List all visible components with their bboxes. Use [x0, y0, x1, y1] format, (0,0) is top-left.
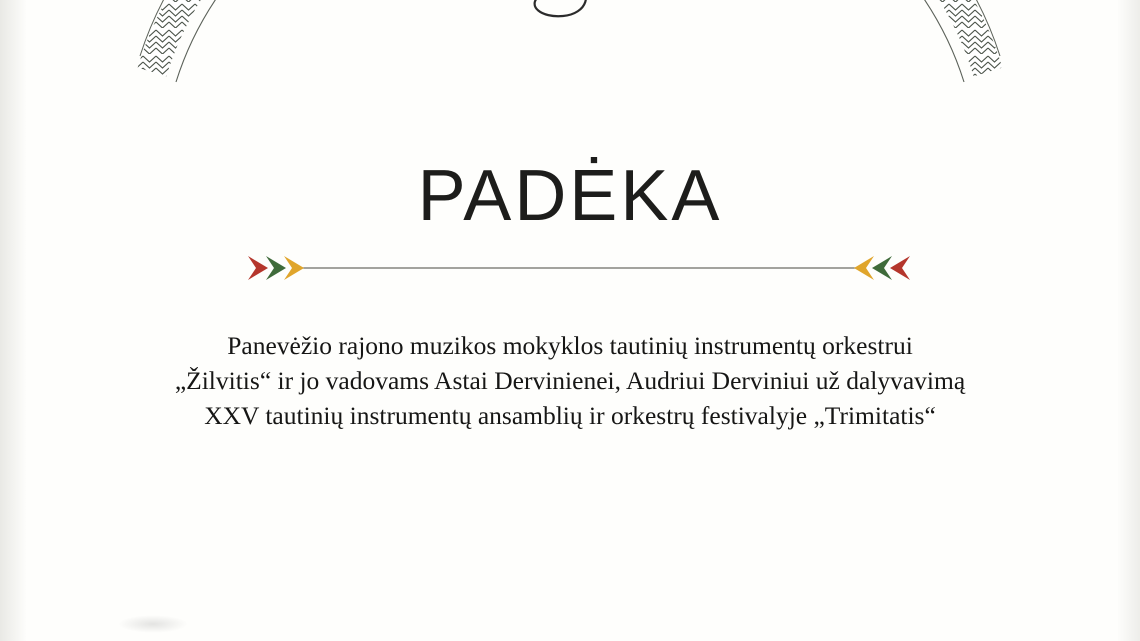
certificate-body-text: [120, 328, 1020, 434]
body-line-1: Panevėžio rajono muzikos mokyklos tautinių instrumentų orkestrui: [227, 331, 913, 360]
body-line-2: „Žilvitis“ ir jo vadovams Astai Dervinienei, Audriui Derviniui už dalyvavimą: [174, 366, 966, 396]
page-title: PADĖKA: [417, 156, 723, 236]
body-line-3: XXV tautinių instrumentų ansamblių ir orkestrų festivalyje „Trimitatis“: [204, 401, 936, 431]
paper-edge-right: [1118, 0, 1140, 641]
handwritten-scribble-icon: [455, 0, 675, 26]
paper-smudge: [118, 615, 188, 633]
paper-edge-left: [0, 0, 26, 641]
woven-braid-arc-ornament: [0, 0, 1140, 152]
arrow-divider-ornament: [0, 248, 1140, 288]
